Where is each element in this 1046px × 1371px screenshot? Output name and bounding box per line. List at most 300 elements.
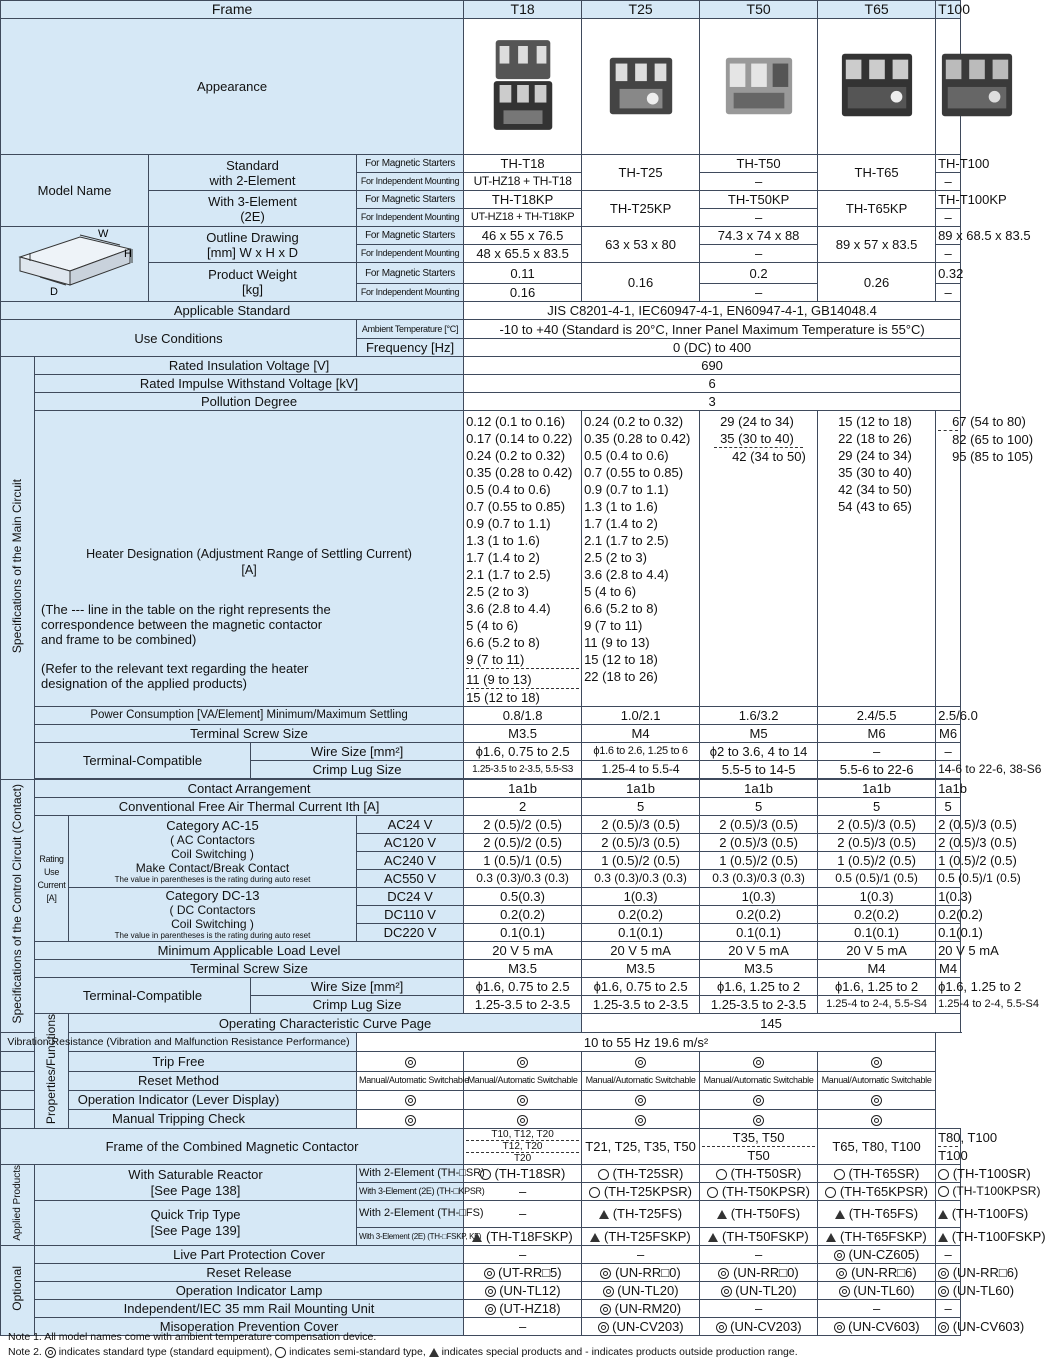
semi-standard-icon <box>834 1169 845 1180</box>
live-part-t65: (UN-CZ605) <box>818 1245 936 1263</box>
power-t100: 2.5/6.0 <box>936 707 961 725</box>
standard-mark-icon <box>871 1057 882 1068</box>
quick-3e-t25: (TH-T25FSKP) <box>582 1227 700 1245</box>
ac120-label: AC120 V <box>357 834 464 852</box>
use-conditions-label: Use Conditions <box>1 320 357 357</box>
ctrl-lug-label: Crimp Lug Size <box>251 996 464 1014</box>
thermal-t100: 5 <box>936 798 961 816</box>
live-part-t18: – <box>464 1245 582 1263</box>
dc24-t100: 1(0.3) <box>936 888 961 906</box>
quick-2e-label: With 2-Element (TH-□FS) <box>357 1201 464 1228</box>
trip-free-t65 <box>700 1052 818 1071</box>
misop-t50: (UN-CV203) <box>700 1317 818 1335</box>
saturable-2e-t100: (TH-T100SR) <box>936 1165 961 1183</box>
rail-t25: (UN-RM20) <box>582 1299 700 1317</box>
saturable-3e-t18: – <box>464 1183 582 1201</box>
ac24-t50: 2 (0.5)/3 (0.5) <box>700 816 818 834</box>
quick-3e-label: With 3-Element (2E) (TH-□FSKP, KF) <box>357 1227 464 1245</box>
notes <box>8 1330 798 1360</box>
ctrl-wire-t25: ϕ1.6, 0.75 to 2.5 <box>582 978 700 996</box>
misop-t100: (UN-CV603) <box>936 1317 961 1335</box>
standard-mark-icon <box>753 1115 764 1126</box>
heater-t18-c: 15 (12 to 18) <box>466 688 579 706</box>
main-lug-t25: 1.25-4 to 5.5-4 <box>582 761 700 779</box>
model-t65kp: TH-T65KP <box>818 191 936 227</box>
standard-mark-icon <box>600 1268 611 1279</box>
min-load-t50: 20 V 5 mA <box>700 942 818 960</box>
main-wire-t18: ϕ1.6, 0.75 to 2.5 <box>464 743 582 761</box>
for-magnetic-label: For Magnetic Starters <box>357 191 464 209</box>
quick-3e-t50: (TH-T50FSKP) <box>700 1227 818 1245</box>
semi-standard-icon <box>825 1187 836 1198</box>
saturable-3e-t65: (TH-T65KPSR) <box>818 1183 936 1201</box>
dc-note: The value in parentheses is the rating during auto reset <box>114 930 311 940</box>
rail-t18: (UT-HZ18) <box>464 1299 582 1317</box>
dc220-t18: 0.1(0.1) <box>464 924 582 942</box>
manual-trip-t50 <box>582 1109 700 1128</box>
ctrl-lug-t50: 1.25-3.5 to 2-3.5 <box>700 996 818 1014</box>
dc220-t65: 0.1(0.1) <box>818 924 936 942</box>
lamp-t50: (UN-TL20) <box>700 1281 818 1299</box>
quick-2e-t50: (TH-T50FS) <box>700 1201 818 1228</box>
standard-mark-icon <box>45 1347 56 1358</box>
ac550-t100: 0.5 (0.5)/1 (0.5) <box>936 870 961 888</box>
reset-method-t25: Manual/Automatic Switchable <box>464 1071 582 1090</box>
dc-category-label: Category DC-13 <box>165 887 260 903</box>
model-t100kp-ind: – <box>936 209 961 227</box>
ctrl-wire-t50: ϕ1.6, 1.25 to 2 <box>700 978 818 996</box>
dc220-t25: 0.1(0.1) <box>582 924 700 942</box>
appearance-row <box>1 19 961 155</box>
heater-t50-a: 29 (24 to 34) 35 (30 to 40) <box>720 414 794 446</box>
model-t25: TH-T25 <box>582 155 700 191</box>
ac240-t18: 1 (0.5)/1 (0.5) <box>464 852 582 870</box>
special-product-icon <box>590 1233 600 1242</box>
semi-standard-icon <box>598 1169 609 1180</box>
indicator-t100 <box>818 1090 936 1109</box>
indicator-t18 <box>357 1090 464 1109</box>
min-load-t18: 20 V 5 mA <box>464 942 582 960</box>
outline-t25: 63 x 53 x 80 <box>582 227 700 263</box>
combined-t65: T65, T80, T100 <box>818 1129 936 1165</box>
frame-t25: T25 <box>582 1 700 19</box>
main-screw-t25: M4 <box>582 725 700 743</box>
outline-drawing-cell <box>1 227 149 302</box>
ctrl-wire-label: Wire Size [mm²] <box>251 978 464 996</box>
standard-mark-icon <box>839 1286 850 1297</box>
ac550-t50: 0.3 (0.3)/0.3 (0.3) <box>700 870 818 888</box>
combined-t100-b: T100 <box>938 1148 968 1164</box>
model-t18kp-mag: TH-T18KP <box>464 191 582 209</box>
main-wire-t100: – <box>936 743 961 761</box>
applicable-standard-value: JIS C8201-4-1, IEC60947-4-1, EN60947-4-1, GB14048.4 <box>464 302 961 320</box>
trip-free-t50 <box>582 1052 700 1071</box>
ac550-label: AC550 V <box>357 870 464 888</box>
standard-mark-icon <box>517 1095 528 1106</box>
saturable-2e-t18: (TH-T18SR) <box>464 1165 582 1183</box>
standard-mark-icon <box>517 1057 528 1068</box>
weight-t50-ind: – <box>700 284 818 302</box>
ac24-t100: 2 (0.5)/3 (0.5) <box>936 816 961 834</box>
standard-mark-icon <box>600 1304 611 1315</box>
ambient-value: -10 to +40 (Standard is 20°C, Inner Panel Maximum Temperature is 55°C) <box>464 320 961 339</box>
main-lug-t100: 14-6 to 22-6, 38-S6 <box>936 761 961 779</box>
vibration-label: Vibration Resistance (Vibration and Malfunction Resistance Performance) <box>1 1033 357 1052</box>
arrangement-t18: 1a1b <box>464 780 582 798</box>
indicator-t50 <box>582 1090 700 1109</box>
model-t18-mag: TH-T18 <box>464 155 582 173</box>
ac24-t18: 2 (0.5)/2 (0.5) <box>464 816 582 834</box>
reset-method-t50: Manual/Automatic Switchable <box>582 1071 700 1090</box>
standard-mark-icon <box>485 1286 496 1297</box>
dc-category-sub: ( DC Contactors Coil Switching ) <box>169 902 256 931</box>
properties-section-label: Properties/Functions <box>44 1014 58 1125</box>
manual-trip-t100 <box>818 1109 936 1128</box>
dc220-t50: 0.1(0.1) <box>700 924 818 942</box>
reset-method-t18: Manual/Automatic Switchable <box>357 1071 464 1090</box>
power-t50: 1.6/3.2 <box>700 707 818 725</box>
main-lug-t65: 5.5-6 to 22-6 <box>818 761 936 779</box>
model-t50-mag: TH-T50 <box>700 155 818 173</box>
standard-mark-icon <box>718 1268 729 1279</box>
for-independent-label: For Independent Mounting <box>357 245 464 263</box>
quick-3e-t65: (TH-T65FSKP) <box>818 1227 936 1245</box>
relay-photo-icon <box>838 35 916 135</box>
weight-t25: 0.16 <box>582 263 700 302</box>
ac240-t100: 1 (0.5)/2 (0.5) <box>936 852 961 870</box>
heater-t25 <box>582 411 700 707</box>
for-magnetic-label: For Magnetic Starters <box>357 263 464 284</box>
main-wire-label: Wire Size [mm²] <box>251 743 464 761</box>
saturable-3e-label: With 3-Element (2E) (TH-□KPSR) <box>357 1183 464 1201</box>
frame-t100: T100 <box>936 1 961 19</box>
ac-note: The value in parentheses is the rating during auto reset <box>114 874 311 884</box>
dim-d-label: D <box>49 286 58 298</box>
model-t100-ind: – <box>936 173 961 191</box>
for-independent-label: For Independent Mounting <box>357 284 464 302</box>
model-t18-ind: UT-HZ18 + TH-T18 <box>464 173 582 191</box>
weight-t65: 0.26 <box>818 263 936 302</box>
saturable-2e-t65: (TH-T65SR) <box>818 1165 936 1183</box>
dc110-t50: 0.2(0.2) <box>700 906 818 924</box>
power-t65: 2.4/5.5 <box>818 707 936 725</box>
outline-t100-mag: 89 x 68.5 x 83.5 <box>936 227 961 245</box>
min-load-t100: 20 V 5 mA <box>936 942 961 960</box>
ac120-t65: 2 (0.5)/3 (0.5) <box>818 834 936 852</box>
live-part-t25: – <box>582 1245 700 1263</box>
misop-t65: (UN-CV603) <box>818 1317 936 1335</box>
live-part-t50: – <box>700 1245 818 1263</box>
ctrl-screw-t65: M4 <box>818 960 936 978</box>
combined-t18-a: T10, T12, T20 <box>491 1129 554 1141</box>
dc110-t18: 0.2(0.2) <box>464 906 582 924</box>
ctrl-screw-t25: M3.5 <box>582 960 700 978</box>
frame-label: Frame <box>1 1 464 19</box>
pollution-label: Pollution Degree <box>35 393 464 411</box>
power-t25: 1.0/2.1 <box>582 707 700 725</box>
control-circuit-section-label: Specifications of the Control Circuit (Contact) <box>10 784 24 1024</box>
quick-3e-t18: (TH-T18FSKP) <box>464 1227 582 1245</box>
ac-category-label: Category AC-15 <box>166 817 259 833</box>
curve-label: Operating Characteristic Curve Page <box>69 1014 582 1033</box>
dc110-t100: 0.2(0.2) <box>936 906 961 924</box>
thermal-t25: 5 <box>582 798 700 816</box>
note-2: Note 2. indicates standard type (standard equipment), indicates semi-standard type, indicates special products and - indicates products outside production range. <box>8 1346 798 1358</box>
optional-section-label: Optional <box>10 1265 24 1311</box>
insulation-label: Rated Insulation Voltage [V] <box>35 357 464 375</box>
standard-mark-icon <box>938 1322 949 1333</box>
outline-label: Outline Drawing [mm] W x H x D <box>149 227 357 263</box>
heater-t65-list: 15 (12 to 18) 22 (18 to 26) 29 (24 to 34) 35 (30 to 40) 42 (34 to 50) 54 (43 to 65) <box>838 414 912 514</box>
photo-t25 <box>582 19 700 155</box>
applicable-standard-label: Applicable Standard <box>1 302 464 320</box>
heater-t100-b: 82 (65 to 100) 95 (85 to 105) <box>938 430 958 465</box>
standard-mark-icon <box>753 1057 764 1068</box>
model-t25kp: TH-T25KP <box>582 191 700 227</box>
relay-photo-icon <box>602 35 680 135</box>
ac24-t25: 2 (0.5)/3 (0.5) <box>582 816 700 834</box>
misop-t18: – <box>464 1317 582 1335</box>
ctrl-lug-t18: 1.25-3.5 to 2-3.5 <box>464 996 582 1014</box>
dc24-t18: 0.5(0.3) <box>464 888 582 906</box>
main-lug-label: Crimp Lug Size <box>251 761 464 779</box>
outline-box-icon <box>10 227 140 297</box>
outline-t18-mag: 46 x 55 x 76.5 <box>464 227 582 245</box>
outline-t50-ind: – <box>700 245 818 263</box>
standard-mark-icon <box>871 1115 882 1126</box>
special-product-icon <box>429 1348 439 1357</box>
reset-release-t50: (UN-RR□0) <box>700 1263 818 1281</box>
applied-section-label: Applied Products <box>12 1165 23 1241</box>
main-compat-label: Terminal-Compatible <box>35 743 251 779</box>
arrangement-t25: 1a1b <box>582 780 700 798</box>
model-t50-ind: – <box>700 173 818 191</box>
lamp-t25: (UN-TL20) <box>582 1281 700 1299</box>
model-t100kp-mag: TH-T100KP <box>936 191 961 209</box>
main-screw-t50: M5 <box>700 725 818 743</box>
standard-mark-icon <box>753 1095 764 1106</box>
combined-t18-c: T20 <box>466 1152 579 1164</box>
heater-note-2: (Refer to the relevant text regarding the heater designation of the applied products) <box>41 661 309 691</box>
rail-label: Independent/IEC 35 mm Rail Mounting Unit <box>35 1299 464 1317</box>
heater-t18 <box>464 411 582 707</box>
for-independent-label: For Independent Mounting <box>357 173 464 191</box>
trip-free-t100 <box>818 1052 936 1071</box>
insulation-value: 690 <box>464 357 961 375</box>
arrangement-t100: 1a1b <box>936 780 961 798</box>
standard-mark-icon <box>485 1304 496 1315</box>
special-product-icon <box>472 1233 482 1242</box>
standard-mark-icon <box>484 1268 495 1279</box>
ctrl-lug-t100: 1.25-4 to 2-4, 5.5-S4 <box>936 996 961 1014</box>
lamp-t18: (UN-TL12) <box>464 1281 582 1299</box>
special-product-icon <box>826 1233 836 1242</box>
weight-t18-mag: 0.11 <box>464 263 582 284</box>
reset-release-label: Reset Release <box>35 1263 464 1281</box>
main-wire-t25: ϕ1.6 to 2.6, 1.25 to 6 <box>582 743 700 761</box>
main-screw-t100: M6 <box>936 725 961 743</box>
heater-t50-b: 42 (34 to 50) <box>714 447 803 465</box>
standard-mark-icon <box>517 1115 528 1126</box>
main-lug-t18: 1.25-3.5 to 2-3.5, 5.5-S3 <box>464 761 582 779</box>
outline-t18-ind: 48 x 65.5 x 83.5 <box>464 245 582 263</box>
quick-2e-t18: – <box>464 1201 582 1228</box>
main-wire-t50: ϕ2 to 3.6, 4 to 14 <box>700 743 818 761</box>
outline-t65: 89 x 57 x 83.5 <box>818 227 936 263</box>
main-lug-t50: 5.5-5 to 14-5 <box>700 761 818 779</box>
main-screw-t65: M6 <box>818 725 936 743</box>
standard-mark-icon <box>635 1057 646 1068</box>
for-independent-label: For Independent Mounting <box>357 209 464 227</box>
dim-w-label: W <box>97 228 108 240</box>
thermal-t18: 2 <box>464 798 582 816</box>
semi-standard-icon <box>589 1187 600 1198</box>
standard-mark-icon <box>405 1057 416 1068</box>
ctrl-screw-t100: M4 <box>936 960 961 978</box>
standard-2e-label: Standard with 2-Element <box>149 155 357 191</box>
combined-t100 <box>936 1129 998 1165</box>
semi-standard-icon <box>938 1169 949 1180</box>
live-part-t100: – <box>936 1245 961 1263</box>
vibration-value: 10 to 55 Hz 19.6 m/s² <box>357 1033 936 1052</box>
saturable-label: With Saturable Reactor [See Page 138] <box>35 1165 357 1201</box>
weight-t50-mag: 0.2 <box>700 263 818 284</box>
control-circuit-section <box>1 780 35 1033</box>
min-load-t25: 20 V 5 mA <box>582 942 700 960</box>
standard-mark-icon <box>938 1286 949 1297</box>
manual-trip-t25 <box>464 1109 582 1128</box>
heater-t50 <box>700 411 818 707</box>
photo-t65 <box>818 19 936 155</box>
photo-t50 <box>700 19 818 155</box>
outline-t100-ind: – <box>936 245 961 263</box>
special-product-icon <box>835 1210 845 1219</box>
ac550-t25: 0.3 (0.3)/0.3 (0.3) <box>582 870 700 888</box>
standard-mark-icon <box>405 1115 416 1126</box>
dc220-label: DC220 V <box>357 924 464 942</box>
ctrl-screw-label: Terminal Screw Size <box>35 960 464 978</box>
ac240-t50: 1 (0.5)/2 (0.5) <box>700 852 818 870</box>
frame-row <box>1 1 961 19</box>
manual-trip-t65 <box>700 1109 818 1128</box>
standard-mark-icon <box>938 1268 949 1279</box>
photo-t18 <box>464 19 582 155</box>
standard-mark-icon <box>721 1286 732 1297</box>
saturable-2e-t25: (TH-T25SR) <box>582 1165 700 1183</box>
thermal-t65: 5 <box>818 798 936 816</box>
saturable-3e-t100: (TH-T100KPSR) <box>936 1183 961 1201</box>
weight-t100-mag: 0.32 <box>936 263 961 284</box>
ctrl-screw-t50: M3.5 <box>700 960 818 978</box>
semi-standard-icon <box>275 1347 286 1358</box>
for-magnetic-label: For Magnetic Starters <box>357 155 464 173</box>
frame-t50: T50 <box>700 1 818 19</box>
standard-mark-icon <box>603 1286 614 1297</box>
min-load-t65: 20 V 5 mA <box>818 942 936 960</box>
model-t50kp-ind: – <box>700 209 818 227</box>
applied-section <box>1 1165 35 1246</box>
trip-free-label: Trip Free <box>1 1052 357 1071</box>
ac550-t65: 0.5 (0.5)/1 (0.5) <box>818 870 936 888</box>
lamp-label: Operation Indicator Lamp <box>35 1281 464 1299</box>
ac120-t18: 2 (0.5)/2 (0.5) <box>464 834 582 852</box>
combined-t50-a: T35, T50 <box>732 1130 785 1146</box>
special-product-icon <box>717 1210 727 1219</box>
reset-method-label: Reset Method <box>1 1071 357 1090</box>
standard-mark-icon <box>836 1268 847 1279</box>
heater-t100 <box>936 411 1034 707</box>
rail-t50: – <box>700 1299 818 1317</box>
model-t100-mag: TH-T100 <box>936 155 961 173</box>
quick-2e-t65: (TH-T65FS) <box>818 1201 936 1228</box>
ac24-t65: 2 (0.5)/3 (0.5) <box>818 816 936 834</box>
ctrl-lug-t65: 1.25-4 to 2-4, 5.5-S4 <box>818 996 936 1014</box>
special-product-icon <box>708 1233 718 1242</box>
combined-t50-b: T50 <box>702 1146 815 1164</box>
dc24-t50: 1(0.3) <box>700 888 818 906</box>
manual-trip-t18 <box>357 1109 464 1128</box>
saturable-3e-t25: (TH-T25KPSR) <box>582 1183 700 1201</box>
saturable-2e-label: With 2-Element (TH-□SR) <box>357 1165 464 1183</box>
heater-t18-b: 11 (9 to 13) <box>466 668 579 688</box>
semi-standard-icon <box>938 1186 949 1197</box>
reset-method-t65: Manual/Automatic Switchable <box>700 1071 818 1090</box>
semi-standard-icon <box>707 1187 718 1198</box>
weight-t18-ind: 0.16 <box>464 284 582 302</box>
arrangement-t65: 1a1b <box>818 780 936 798</box>
dc24-t25: 1(0.3) <box>582 888 700 906</box>
dc24-t65: 1(0.3) <box>818 888 936 906</box>
ctrl-lug-t25: 1.25-3.5 to 2-3.5 <box>582 996 700 1014</box>
quick-3e-t100: (TH-T100FSKP) <box>936 1227 961 1245</box>
semi-standard-icon <box>716 1169 727 1180</box>
model-t50kp-mag: TH-T50KP <box>700 191 818 209</box>
standard-mark-icon <box>834 1250 845 1261</box>
ctrl-compat-label: Terminal-Compatible <box>35 978 251 1014</box>
standard-mark-icon <box>834 1322 845 1333</box>
arrangement-t50: 1a1b <box>700 780 818 798</box>
standard-mark-icon <box>405 1095 416 1106</box>
trip-free-t18 <box>357 1052 464 1071</box>
main-circuit-section-label: Specifications of the Main Circuit <box>10 478 24 654</box>
semi-standard-icon <box>480 1169 491 1180</box>
ac240-t25: 1 (0.5)/2 (0.5) <box>582 852 700 870</box>
standard-mark-icon <box>635 1095 646 1106</box>
appearance-label: Appearance <box>1 19 464 155</box>
combined-t50 <box>700 1129 818 1165</box>
special-product-icon <box>599 1210 609 1219</box>
model-t65: TH-T65 <box>818 155 936 191</box>
quick-2e-t25: (TH-T25FS) <box>582 1201 700 1228</box>
heater-label: Heater Designation (Adjustment Range of Settling Current) [A] <box>86 547 412 577</box>
ac-make-label: Make Contact/Break Contact <box>135 860 290 875</box>
curve-value: 145 <box>582 1014 961 1033</box>
lamp-t100: (UN-TL60) <box>936 1281 961 1299</box>
combined-label: Frame of the Combined Magnetic Contactor <box>1 1129 464 1165</box>
ac240-label: AC240 V <box>357 852 464 870</box>
trip-free-t25 <box>464 1052 582 1071</box>
ac120-t25: 2 (0.5)/3 (0.5) <box>582 834 700 852</box>
special-product-icon <box>938 1233 948 1242</box>
frame-t18: T18 <box>464 1 582 19</box>
outline-t50-mag: 74.3 x 74 x 88 <box>700 227 818 245</box>
dc110-t65: 0.2(0.2) <box>818 906 936 924</box>
main-wire-t65: – <box>818 743 936 761</box>
thermal-label: Conventional Free Air Thermal Current Ith [A] <box>35 798 464 816</box>
heater-t100-a: 67 (54 to 80) <box>952 414 1026 429</box>
heater-t25-list: 0.24 (0.2 to 0.32) 0.35 (0.28 to 0.42) 0.5 (0.4 to 0.6) 0.7 (0.55 to 0.85) 0.9 (0.7 to 1.1) 1.3 (1 to 1.6) 1.7 (1.4 to 2) 2.1 (1.7 to 2.5) 2.5 (2 to 3) 3.6 (2.8 to 4.4) 5 (4 to 6) 6.6 (5.2 to 8) 9 (7 to 11) 11 (9 to 13) 15 (12 to 18) 22 (18 to 26) <box>584 414 691 684</box>
impulse-label: Rated Impulse Withstand Voltage [kV] <box>35 375 464 393</box>
